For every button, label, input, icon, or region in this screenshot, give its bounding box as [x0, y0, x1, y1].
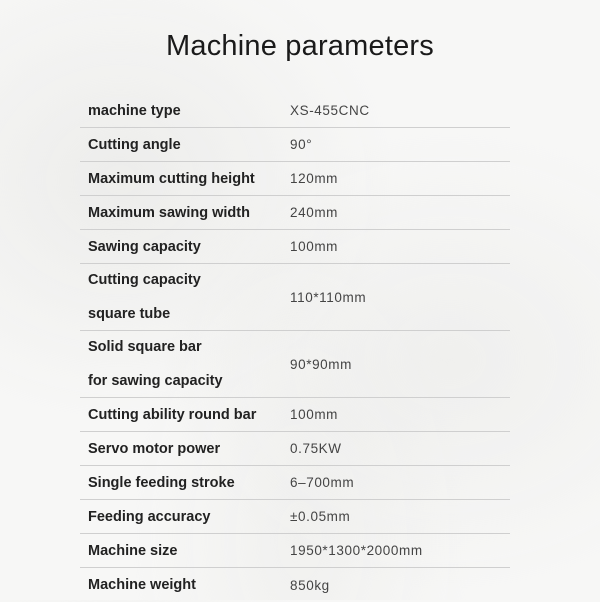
param-label-line: Machine size — [88, 542, 178, 559]
param-value: 850kg — [290, 577, 330, 593]
table-row — [80, 534, 510, 568]
param-label-line: Sawing capacity — [88, 238, 201, 255]
param-label — [80, 398, 290, 432]
param-value: 90*90mm — [290, 356, 352, 372]
param-value: 1950*1300*2000mm — [290, 543, 423, 558]
param-value: XS-455CNC — [290, 103, 370, 118]
table-row — [80, 398, 510, 432]
param-label — [80, 466, 290, 500]
param-value: ±0.05mm — [290, 509, 351, 524]
param-label-line: for sawing capacity — [88, 373, 223, 389]
parameters-table — [80, 94, 510, 602]
param-value: 110*110mm — [290, 289, 367, 305]
table-row — [80, 500, 510, 534]
param-label-line: square tube — [88, 306, 171, 322]
param-value: 100mm — [290, 239, 339, 254]
table-row — [80, 264, 510, 331]
param-label-line: Maximum cutting height — [88, 170, 255, 187]
page-title: Machine parameters — [166, 30, 434, 62]
param-label — [80, 500, 290, 534]
param-label-line: machine type — [88, 102, 181, 119]
param-label-line: Machine weight — [88, 577, 196, 593]
param-label-line: Feeding accuracy — [88, 508, 211, 525]
param-label-line: Cutting ability round bar — [88, 406, 257, 423]
param-label — [80, 432, 290, 466]
param-label — [80, 196, 290, 230]
table-row — [80, 94, 510, 128]
table-row — [80, 230, 510, 264]
param-value: 240mm — [290, 205, 339, 220]
param-label — [80, 128, 290, 162]
param-value: 0.75KW — [290, 441, 342, 456]
param-label-line: Servo motor power — [88, 440, 221, 457]
table-row — [80, 466, 510, 500]
table-row — [80, 128, 510, 162]
table-row — [80, 432, 510, 466]
param-label-line: Cutting capacity — [88, 272, 201, 288]
param-label — [80, 162, 290, 196]
param-label-line: Cutting angle — [88, 136, 181, 153]
param-label-line: Single feeding stroke — [88, 474, 235, 491]
param-label — [80, 330, 290, 398]
param-value: 120mm — [290, 171, 339, 186]
table-row — [80, 196, 510, 230]
param-label — [80, 94, 290, 128]
param-label-line: Maximum sawing width — [88, 204, 250, 221]
table-row — [80, 162, 510, 196]
param-label — [80, 568, 290, 602]
param-label-line: Solid square bar — [88, 339, 202, 355]
param-value: 6–700mm — [290, 475, 355, 490]
table-row — [80, 331, 510, 398]
param-label — [80, 230, 290, 264]
param-value: 100mm — [290, 407, 339, 422]
param-label — [80, 263, 290, 331]
table-row — [80, 568, 510, 602]
param-label — [80, 534, 290, 568]
param-value: 90° — [290, 137, 313, 152]
